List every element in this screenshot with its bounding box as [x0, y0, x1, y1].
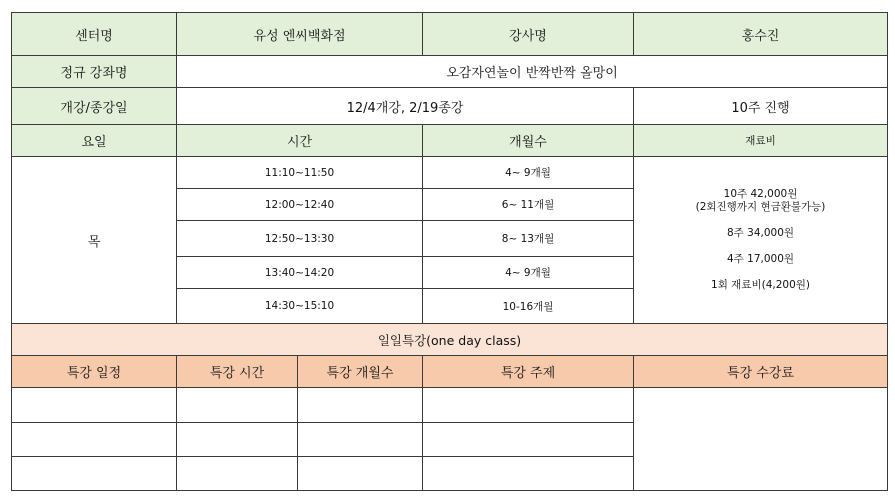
center-value: 유성 엔씨백화점: [177, 13, 423, 56]
special-empty-row: [12, 388, 888, 423]
session-time: 11:10~11:50: [177, 157, 423, 189]
special-topic-header: 특강 주제: [423, 356, 634, 388]
session-age: 8~ 13개월: [423, 221, 634, 257]
empty-cell: [298, 423, 423, 457]
session-age: 4~ 9개월: [423, 257, 634, 289]
special-title-row: [12, 324, 888, 356]
session-age: 6~ 11개월: [423, 189, 634, 221]
period-value: 12/4개강, 2/19종강: [177, 88, 634, 125]
center-row: [12, 13, 888, 56]
fee-8-weeks: 8주 34,000원: [726, 227, 795, 239]
center-label: 센터명: [12, 13, 177, 56]
fee-4-weeks: 4주 17,000원: [726, 253, 795, 265]
weeks-value: 10주 진행: [634, 88, 888, 125]
special-schedule-header: 특강 일정: [12, 356, 177, 388]
empty-cell: [177, 457, 298, 491]
course-name: 오감자연놀이 반짝반짝 올망이: [177, 56, 888, 88]
age-header: 개월수: [423, 125, 634, 157]
fee-refund-note: (2회진행까지 현금환불가능): [695, 201, 826, 213]
fee-header: 재료비: [634, 125, 888, 157]
empty-cell: [423, 388, 634, 423]
empty-cell: [12, 388, 177, 423]
empty-cell: [423, 423, 634, 457]
empty-cell: [423, 457, 634, 491]
special-tuition-header: 특강 수강료: [634, 356, 888, 388]
session-time: 12:00~12:40: [177, 189, 423, 221]
empty-cell: [298, 457, 423, 491]
course-row: [12, 56, 888, 88]
class-schedule-table: [11, 12, 888, 491]
empty-cell: [177, 423, 298, 457]
empty-cell: [298, 388, 423, 423]
instructor-label: 강사명: [423, 13, 634, 56]
course-label: 정규 강좌명: [12, 56, 177, 88]
day-value: 목: [12, 157, 177, 324]
instructor-value: 홍수진: [634, 13, 888, 56]
empty-cell: [177, 388, 298, 423]
period-label: 개강/종강일: [12, 88, 177, 125]
session-time: 13:40~14:20: [177, 257, 423, 289]
column-header-row: [12, 125, 888, 157]
special-time-header: 특강 시간: [177, 356, 298, 388]
period-row: [12, 88, 888, 125]
empty-cell: [12, 457, 177, 491]
special-class-title: 일일특강(one day class): [12, 324, 888, 356]
empty-cell: [12, 423, 177, 457]
fee-10-weeks: 10주 42,000원: [723, 188, 798, 200]
session-time: 14:30~15:10: [177, 289, 423, 324]
session-row: [12, 157, 888, 189]
day-header: 요일: [12, 125, 177, 157]
special-age-header: 특강 개월수: [298, 356, 423, 388]
special-header-row: [12, 356, 888, 388]
fee-single-session: 1회 재료비(4,200원): [711, 279, 811, 291]
time-header: 시간: [177, 125, 423, 157]
session-time: 12:50~13:30: [177, 221, 423, 257]
session-age: 4~ 9개월: [423, 157, 634, 189]
fee-details: [634, 157, 888, 324]
session-age: 10-16개월: [423, 289, 634, 324]
empty-cell: [634, 388, 888, 491]
